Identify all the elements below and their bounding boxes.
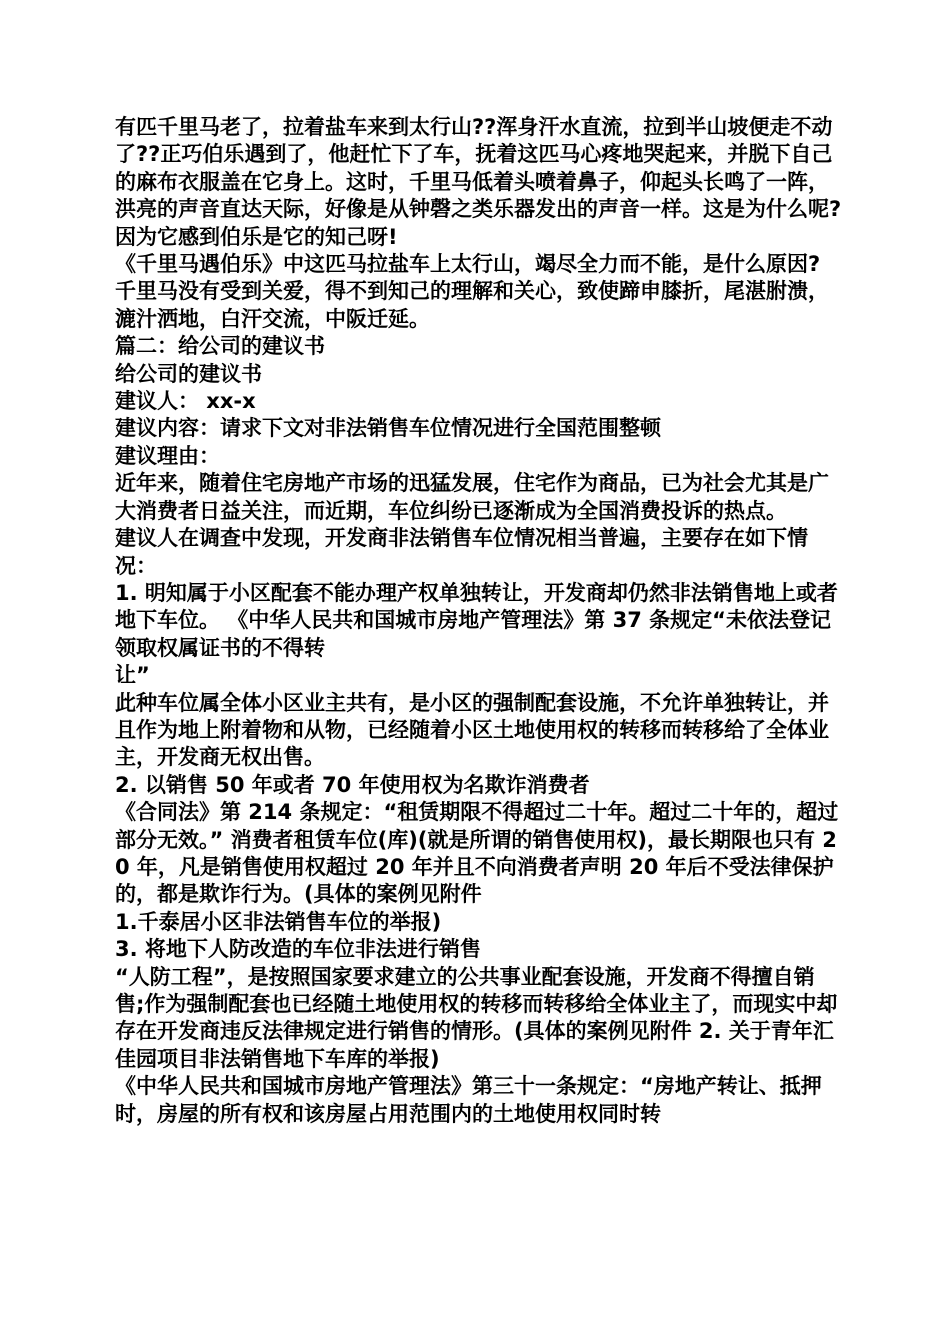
paragraph-answer: 千里马没有受到关爱，得不到知己的理解和关心，致使蹄申膝折，尾湛胕溃，漉汁洒地，白汗交流，中阪迁延。 bbox=[115, 279, 829, 331]
paragraph-item-1-end: 让” bbox=[115, 663, 150, 688]
document-title: 给公司的建议书 bbox=[115, 361, 262, 386]
paragraph-item-3-detail: “人防工程”，是按照国家要求建立的公共事业配套设施，开发商不得擅自销售;作为强制配套也已经随土地使用权的转移而转移给全体业主了，而现实中却存在开发商违反法律规定进行销售的情形。(具体的案例见附件 2. 关于青年汇佳园项目非法销售地下车库的举报) bbox=[115, 964, 838, 1071]
paragraph-item-2-detail: 《合同法》第 214 条规定：“租赁期限不得超过二十年。超过二十年的，超过部分无效。” 消费者租赁车位(库)(就是所谓的销售使用权)，最长期限也只有 20 年，凡是销售使用权超过 20 年并且不向消费者声明 20 年后不受法律保护的，都是欺诈行为。(具体的案例见附件 bbox=[115, 800, 839, 907]
paragraph-question: 《千里马遇伯乐》中这匹马拉盐车上太行山，竭尽全力而不能，是什么原因? bbox=[115, 252, 821, 277]
paragraph-item-1: 1. 明知属于小区配套不能办理产权单独转让，开发商却仍然非法销售地上或者地下车位。 《中华人民共和国城市房地产管理法》第 37 条规定“未依法登记领取权属证书的不得转 bbox=[115, 580, 838, 660]
proposer-line: 建议人： xx-x bbox=[115, 389, 256, 414]
paragraph-item-3: 3. 将地下人防改造的车位非法进行销售 bbox=[115, 937, 481, 962]
section-heading: 篇二：给公司的建议书 bbox=[115, 334, 325, 359]
paragraph-law-citation: 《中华人民共和国城市房地产管理法》第三十一条规定：“房地产转让、抵押时，房屋的所有权和该房屋占用范围内的土地使用权同时转 bbox=[115, 1074, 822, 1126]
paragraph-findings: 建议人在调查中发现，开发商非法销售车位情况相当普遍，主要存在如下情况： bbox=[115, 526, 808, 578]
paragraph-attachment-1: 1.千泰居小区非法销售车位的举报) bbox=[115, 909, 442, 934]
paragraph-fable: 有匹千里马老了，拉着盐车来到太行山??浑身汗水直流，拉到半山坡便走不动了??正巧伯乐遇到了，他赶忙下了车，抚着这匹马心疼地哭起来，并脱下自己的麻布衣服盖在它身上。这时，千里马低着头喷着鼻子，仰起头长鸣了一阵，洪亮的声音直达天际，好像是从钟磬之类乐器发出的声音一样。这是为什么呢?因为它感到伯乐是它的知己呀! bbox=[115, 115, 842, 249]
paragraph-item-1-detail: 此种车位属全体小区业主共有，是小区的强制配套设施，不允许单独转让，并且作为地上附着物和从物，已经随着小区土地使用权的转移而转移给了全体业主，开发商无权出售。 bbox=[115, 690, 829, 770]
proposal-content-line: 建议内容：请求下文对非法销售车位情况进行全国范围整顿 bbox=[115, 416, 661, 441]
paragraph-background: 近年来，随着住宅房地产市场的迅猛发展，住宅作为商品，已为社会尤其是广大消费者日益关注，而近期，车位纠纷已逐渐成为全国消费投诉的热点。 bbox=[115, 471, 829, 523]
document-page bbox=[115, 114, 843, 1128]
proposal-reason-heading: 建议理由： bbox=[115, 443, 220, 468]
paragraph-item-2: 2. 以销售 50 年或者 70 年使用权为名欺诈消费者 bbox=[115, 772, 590, 797]
